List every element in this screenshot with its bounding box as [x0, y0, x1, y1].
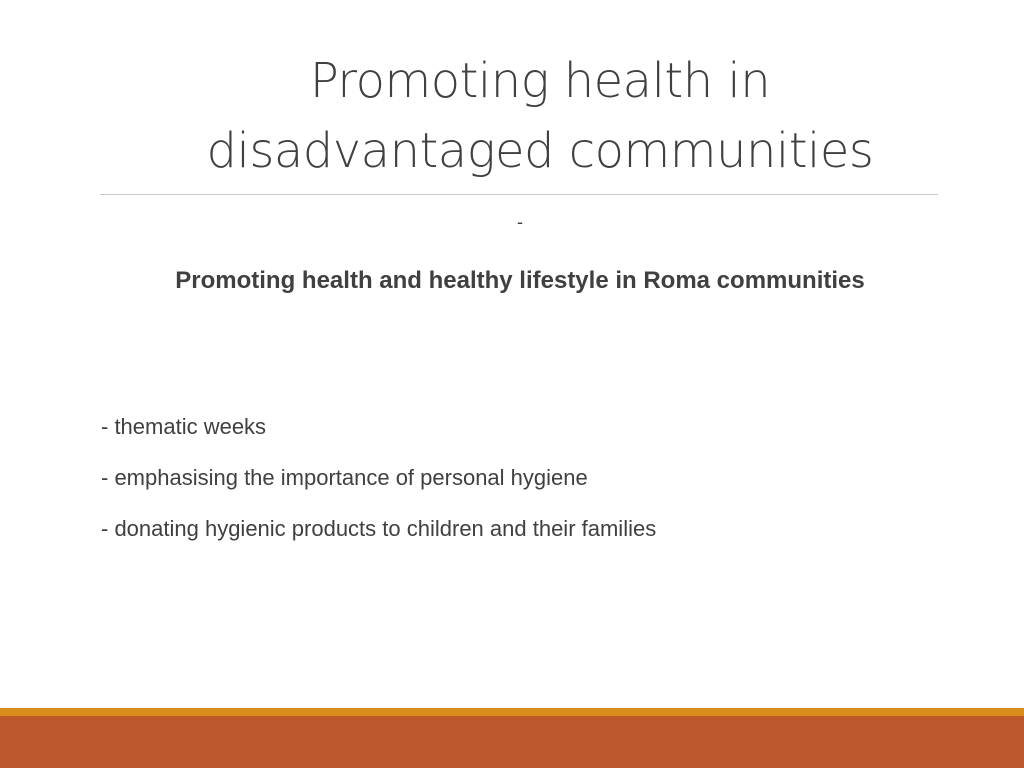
bullet-list [101, 412, 981, 565]
bullet-item: - donating hygienic products to children and their families [101, 516, 657, 541]
centered-dash: - [517, 212, 523, 232]
slide-title-line-1: Promoting health in [309, 53, 771, 109]
bullet-item: - thematic weeks [101, 414, 267, 439]
footer-band-gold [0, 708, 1024, 716]
slide-title-line-2: disadvantaged communities [206, 123, 874, 179]
slide-title [100, 46, 980, 186]
slide-subheading: Promoting health and healthy lifestyle in Roma communities [175, 267, 865, 294]
title-divider [100, 194, 938, 195]
bullet-item: - emphasising the importance of personal hygiene [101, 465, 588, 490]
footer-band-rust [0, 716, 1024, 768]
